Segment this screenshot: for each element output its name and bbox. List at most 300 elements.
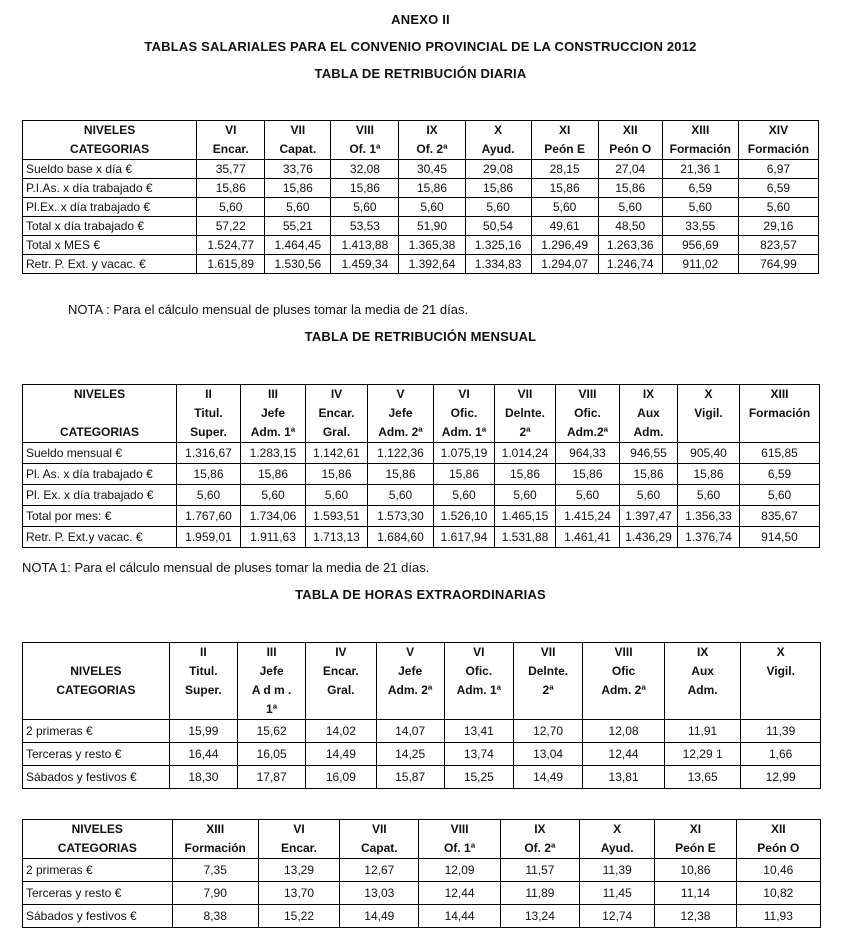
table-cell: 5,60 bbox=[368, 485, 434, 506]
table-cell: 1.075,19 bbox=[434, 443, 495, 464]
table-cell: 13,03 bbox=[340, 882, 419, 905]
table-cell: 14,07 bbox=[376, 720, 444, 743]
column-header-line: Peón E bbox=[675, 841, 716, 855]
corner-header bbox=[23, 820, 173, 859]
table-cell: 1.524,77 bbox=[197, 236, 265, 255]
table-cell: 13,24 bbox=[500, 905, 579, 928]
column-header-line: Adm. 2ª bbox=[387, 683, 433, 697]
table-cell: 1.459,34 bbox=[331, 255, 399, 274]
column-header bbox=[306, 643, 376, 720]
column-header-line bbox=[517, 700, 579, 719]
table-cell: 12,44 bbox=[419, 882, 500, 905]
column-header bbox=[738, 121, 818, 160]
corner-header bbox=[23, 385, 177, 443]
column-header-line: VII bbox=[290, 123, 306, 137]
table-cell: 5,60 bbox=[678, 485, 740, 506]
table-cell: 5,60 bbox=[556, 485, 620, 506]
table-cell: 1.436,29 bbox=[620, 527, 678, 548]
column-header-line: XIV bbox=[768, 123, 789, 137]
column-header bbox=[500, 820, 579, 859]
column-header-line: Of. 2ª bbox=[524, 841, 556, 855]
table-cell: 5,60 bbox=[465, 198, 531, 217]
table-cell: 28,15 bbox=[531, 160, 598, 179]
column-header bbox=[241, 385, 306, 443]
column-header-line: X bbox=[704, 387, 713, 401]
column-header-line: Adm.2ª bbox=[566, 425, 609, 439]
column-header-line: VIII bbox=[614, 645, 633, 659]
table-cell: 1.294,07 bbox=[531, 255, 598, 274]
column-header bbox=[531, 121, 598, 160]
table-cell: 15,86 bbox=[177, 464, 241, 485]
table-cell: 29,08 bbox=[465, 160, 531, 179]
column-header bbox=[376, 643, 444, 720]
column-header-line: V bbox=[406, 645, 415, 659]
table-cell: 13,04 bbox=[513, 743, 582, 766]
column-header-line: VI bbox=[293, 822, 305, 836]
table-cell: 11,14 bbox=[655, 882, 736, 905]
table-cell: 5,60 bbox=[531, 198, 598, 217]
column-header-line: Ofic bbox=[611, 664, 636, 678]
row-label: Total por mes: € bbox=[23, 506, 177, 527]
table-cell: 5,60 bbox=[662, 198, 738, 217]
table-cell: 15,86 bbox=[434, 464, 495, 485]
column-header bbox=[399, 121, 465, 160]
column-header bbox=[736, 820, 820, 859]
annex-title: ANEXO II bbox=[391, 12, 450, 27]
table-cell: 15,22 bbox=[258, 905, 339, 928]
column-header-line: IX bbox=[642, 387, 655, 401]
table-cell: 15,86 bbox=[197, 179, 265, 198]
header-row bbox=[23, 643, 821, 720]
column-header bbox=[598, 121, 662, 160]
column-header-line: Jefe bbox=[398, 664, 423, 678]
table-cell: 1.316,67 bbox=[177, 443, 241, 464]
column-header-line bbox=[309, 700, 372, 719]
column-header-line: Peón O bbox=[609, 142, 652, 156]
column-header-line: Gral. bbox=[327, 683, 355, 697]
table-cell: 7,35 bbox=[172, 859, 258, 882]
column-header bbox=[169, 643, 237, 720]
table-cell: 5,60 bbox=[241, 485, 306, 506]
column-header-line: Adm. bbox=[633, 425, 664, 439]
column-header-line: Adm. 1ª bbox=[250, 425, 296, 439]
column-header-line: IX bbox=[426, 123, 438, 137]
row-label: Retr. P. Ext.y vacac. € bbox=[23, 527, 177, 548]
table-cell: 10,46 bbox=[736, 859, 820, 882]
row-label: Pl.Ex. x día trabajado € bbox=[23, 198, 197, 217]
table-cell: 12,29 1 bbox=[664, 743, 740, 766]
column-header bbox=[172, 820, 258, 859]
column-header bbox=[741, 643, 821, 720]
table-cell: 57,22 bbox=[197, 217, 265, 236]
column-header bbox=[177, 385, 241, 443]
corner-label: CATEGORIAS bbox=[56, 683, 136, 697]
column-header-line: XIII bbox=[206, 822, 225, 836]
corner-label: CATEGORIAS bbox=[70, 142, 150, 156]
table-cell: 14,49 bbox=[513, 766, 582, 789]
table-cell: 964,33 bbox=[556, 443, 620, 464]
column-header-line: X bbox=[613, 822, 622, 836]
table-cell: 835,67 bbox=[740, 506, 820, 527]
table-cell: 11,89 bbox=[500, 882, 579, 905]
corner-label: NIVELES bbox=[73, 387, 126, 401]
table-cell: 5,60 bbox=[306, 485, 368, 506]
table-cell: 1.325,16 bbox=[465, 236, 531, 255]
column-header-line bbox=[744, 700, 817, 719]
table-cell: 16,05 bbox=[238, 743, 306, 766]
row-label: Total x MES € bbox=[23, 236, 197, 255]
table-cell: 764,99 bbox=[738, 255, 818, 274]
table-row bbox=[23, 882, 821, 905]
table-cell: 1.014,24 bbox=[495, 443, 556, 464]
table-cell: 5,60 bbox=[434, 485, 495, 506]
row-label: Sábados y festivos € bbox=[23, 766, 170, 789]
column-header bbox=[306, 385, 368, 443]
table-cell: 823,57 bbox=[738, 236, 818, 255]
row-label: 2 primeras € bbox=[23, 720, 170, 743]
row-label: Terceras y resto € bbox=[23, 743, 170, 766]
column-header-line: 2ª bbox=[542, 683, 554, 697]
table-cell: 1.767,60 bbox=[177, 506, 241, 527]
column-header-line: Peón E bbox=[544, 142, 585, 156]
corner-label: CATEGORIAS bbox=[59, 425, 140, 439]
column-header-line: Ofic. bbox=[450, 406, 478, 420]
table-row bbox=[23, 179, 819, 198]
table-cell: 32,08 bbox=[331, 160, 399, 179]
table-cell: 15,62 bbox=[238, 720, 306, 743]
column-header bbox=[265, 121, 331, 160]
table-cell: 13,74 bbox=[444, 743, 513, 766]
column-header-line: III bbox=[267, 387, 278, 401]
column-header bbox=[238, 643, 306, 720]
column-header-line: Ayud. bbox=[600, 841, 634, 855]
table-cell: 15,86 bbox=[495, 464, 556, 485]
table-row bbox=[23, 217, 819, 236]
table-cell: 50,54 bbox=[465, 217, 531, 236]
column-header-line: VII bbox=[517, 387, 533, 401]
column-header-line: VI bbox=[473, 645, 485, 659]
table-cell: 13,41 bbox=[444, 720, 513, 743]
column-header bbox=[444, 643, 513, 720]
column-header bbox=[556, 385, 620, 443]
column-header-line: Jefe bbox=[260, 406, 286, 420]
column-header-line bbox=[668, 700, 737, 719]
column-header bbox=[419, 820, 500, 859]
table-cell: 14,49 bbox=[340, 905, 419, 928]
table-cell: 1,66 bbox=[741, 743, 821, 766]
column-header bbox=[620, 385, 678, 443]
table-cell: 1.713,13 bbox=[306, 527, 368, 548]
table-cell: 18,30 bbox=[169, 766, 237, 789]
column-header-line: Delnte. bbox=[504, 406, 545, 420]
table-cell: 6,59 bbox=[738, 179, 818, 198]
table-cell: 1.376,74 bbox=[678, 527, 740, 548]
row-label: Sábados y festivos € bbox=[23, 905, 173, 928]
table-cell: 15,86 bbox=[331, 179, 399, 198]
table-cell: 1.263,36 bbox=[598, 236, 662, 255]
column-header bbox=[580, 820, 655, 859]
table-cell: 15,86 bbox=[465, 179, 531, 198]
table-cell: 1.356,33 bbox=[678, 506, 740, 527]
table-cell: 946,55 bbox=[620, 443, 678, 464]
column-header-line: Formación bbox=[748, 406, 811, 420]
table-cell: 15,87 bbox=[376, 766, 444, 789]
table-cell: 1.684,60 bbox=[368, 527, 434, 548]
corner-header bbox=[23, 121, 197, 160]
column-header-line: II bbox=[200, 645, 207, 659]
table-cell: 5,60 bbox=[177, 485, 241, 506]
table-cell: 48,50 bbox=[598, 217, 662, 236]
table-cell: 5,60 bbox=[620, 485, 678, 506]
table-cell: 5,60 bbox=[740, 485, 820, 506]
table-cell: 1.573,30 bbox=[368, 506, 434, 527]
table-row bbox=[23, 464, 820, 485]
table-cell: 15,86 bbox=[531, 179, 598, 198]
column-header bbox=[197, 121, 265, 160]
table-cell: 14,49 bbox=[306, 743, 376, 766]
corner-label: NIVELES bbox=[83, 123, 136, 137]
corner-label: NIVELES bbox=[70, 664, 122, 678]
column-header-line: Aux bbox=[637, 406, 660, 420]
table-row bbox=[23, 766, 821, 789]
table-cell: 15,99 bbox=[169, 720, 237, 743]
table-cell: 16,44 bbox=[169, 743, 237, 766]
column-header-line: Of. 1ª bbox=[444, 841, 476, 855]
table-cell: 15,86 bbox=[556, 464, 620, 485]
table-cell: 12,38 bbox=[655, 905, 736, 928]
table-cell: 11,57 bbox=[500, 859, 579, 882]
column-header-line bbox=[448, 700, 510, 719]
table-cell: 1.413,88 bbox=[331, 236, 399, 255]
column-header-line: Of. 1ª bbox=[349, 142, 381, 156]
daily-pay-table bbox=[22, 120, 819, 274]
column-header-line: Capat. bbox=[360, 841, 398, 855]
column-header-line: IX bbox=[534, 822, 546, 836]
column-header-line: II bbox=[205, 387, 212, 401]
column-header-line: XI bbox=[689, 822, 702, 836]
column-header-line: Formación bbox=[747, 142, 810, 156]
table-cell: 905,40 bbox=[678, 443, 740, 464]
column-header bbox=[583, 643, 665, 720]
table-cell: 12,70 bbox=[513, 720, 582, 743]
table-cell: 12,67 bbox=[340, 859, 419, 882]
column-header-line: XIII bbox=[691, 123, 710, 137]
document-subtitle: TABLAS SALARIALES PARA EL CONVENIO PROVINCIAL DE LA CONSTRUCCION 2012 bbox=[144, 39, 697, 54]
table-cell: 1.531,88 bbox=[495, 527, 556, 548]
table-cell: 15,86 bbox=[620, 464, 678, 485]
monthly-pay-table bbox=[22, 384, 820, 548]
table-cell: 55,21 bbox=[265, 217, 331, 236]
column-header-line: XIII bbox=[770, 387, 789, 401]
header-row bbox=[23, 121, 819, 160]
corner-header bbox=[23, 643, 170, 720]
corner-label: CATEGORIAS bbox=[57, 841, 137, 855]
row-label: P.I.As. x día trabajado € bbox=[23, 179, 197, 198]
column-header-line: Jefe bbox=[388, 406, 413, 420]
column-header-line: IV bbox=[330, 387, 343, 401]
column-header-line: Adm. bbox=[687, 683, 718, 697]
table-cell: 49,61 bbox=[531, 217, 598, 236]
table-cell: 615,85 bbox=[740, 443, 820, 464]
column-header bbox=[664, 643, 740, 720]
table-cell: 15,86 bbox=[241, 464, 306, 485]
table-row bbox=[23, 443, 820, 464]
column-header bbox=[368, 385, 434, 443]
table-row bbox=[23, 198, 819, 217]
column-header-line: A d m . bbox=[251, 683, 292, 697]
table-cell: 1.392,64 bbox=[399, 255, 465, 274]
table-row bbox=[23, 720, 821, 743]
column-header-line: Titul. bbox=[194, 406, 223, 420]
row-label: Pl. As. x día trabajado € bbox=[23, 464, 177, 485]
header-row bbox=[23, 820, 821, 859]
column-header bbox=[740, 385, 820, 443]
column-header bbox=[655, 820, 736, 859]
table-cell: 1.615,89 bbox=[197, 255, 265, 274]
column-header bbox=[434, 385, 495, 443]
table-cell: 1.246,74 bbox=[598, 255, 662, 274]
table-cell: 1.334,83 bbox=[465, 255, 531, 274]
table-cell: 1.734,06 bbox=[241, 506, 306, 527]
table-cell: 6,59 bbox=[740, 464, 820, 485]
row-label: Terceras y resto € bbox=[23, 882, 173, 905]
table-cell: 33,76 bbox=[265, 160, 331, 179]
corner-label: NIVELES bbox=[71, 822, 123, 836]
row-label: Total x día trabajado € bbox=[23, 217, 197, 236]
column-header-line: III bbox=[266, 645, 277, 659]
table-cell: 14,44 bbox=[419, 905, 500, 928]
table-cell: 12,08 bbox=[583, 720, 665, 743]
table-cell: 1.397,47 bbox=[620, 506, 678, 527]
overtime-hours-table bbox=[22, 642, 821, 789]
table-cell: 11,93 bbox=[736, 905, 820, 928]
table-cell: 30,45 bbox=[399, 160, 465, 179]
column-header bbox=[258, 820, 339, 859]
corner-label bbox=[26, 404, 173, 423]
table-cell: 53,53 bbox=[331, 217, 399, 236]
table-cell: 13,70 bbox=[258, 882, 339, 905]
column-header-line: Ofic. bbox=[574, 406, 601, 420]
column-header-line: Encar. bbox=[322, 664, 359, 678]
column-header-line: Delnte. bbox=[528, 664, 569, 678]
table-cell: 33,55 bbox=[662, 217, 738, 236]
table-cell: 914,50 bbox=[740, 527, 820, 548]
table-cell: 5,60 bbox=[738, 198, 818, 217]
table-cell: 14,02 bbox=[306, 720, 376, 743]
column-header-line: Peón O bbox=[757, 841, 800, 855]
table-cell: 13,29 bbox=[258, 859, 339, 882]
column-header-line: XII bbox=[770, 822, 786, 836]
column-header-line: Capat. bbox=[279, 142, 317, 156]
column-header-line: Vigil. bbox=[766, 664, 795, 678]
column-header bbox=[662, 121, 738, 160]
column-header-line: VII bbox=[371, 822, 387, 836]
column-header-line: Gral. bbox=[322, 425, 351, 439]
table-cell: 12,99 bbox=[741, 766, 821, 789]
table-row bbox=[23, 160, 819, 179]
table-cell: 16,09 bbox=[306, 766, 376, 789]
column-header-line: V bbox=[396, 387, 405, 401]
table-cell: 1.461,41 bbox=[556, 527, 620, 548]
table-cell: 1.415,24 bbox=[556, 506, 620, 527]
column-header-line: Adm. 2ª bbox=[378, 425, 423, 439]
table-cell: 5,60 bbox=[265, 198, 331, 217]
column-header-line: Titul. bbox=[189, 664, 218, 678]
column-header-line: Adm. 1ª bbox=[456, 683, 502, 697]
table-cell: 1.530,56 bbox=[265, 255, 331, 274]
column-header-line: Adm. 2ª bbox=[601, 683, 646, 697]
table-cell: 14,25 bbox=[376, 743, 444, 766]
header-row bbox=[23, 385, 820, 443]
table-cell: 51,90 bbox=[399, 217, 465, 236]
column-header-line: 1ª bbox=[266, 702, 278, 716]
table-cell: 1.526,10 bbox=[434, 506, 495, 527]
table-cell: 1.464,45 bbox=[265, 236, 331, 255]
column-header-line: VI bbox=[225, 123, 237, 137]
column-header-line: Super. bbox=[185, 683, 222, 697]
table-cell: 5,60 bbox=[197, 198, 265, 217]
table-row bbox=[23, 859, 821, 882]
column-header-line: Aux bbox=[691, 664, 714, 678]
column-header-line: X bbox=[494, 123, 503, 137]
table-row bbox=[23, 743, 821, 766]
table-cell: 11,39 bbox=[580, 859, 655, 882]
row-label: Sueldo base x día € bbox=[23, 160, 197, 179]
table-cell: 1.593,51 bbox=[306, 506, 368, 527]
column-header-line: Ofic. bbox=[465, 664, 493, 678]
table-cell: 15,86 bbox=[265, 179, 331, 198]
table-cell: 1.283,15 bbox=[241, 443, 306, 464]
table-cell: 29,16 bbox=[738, 217, 818, 236]
table-cell: 15,86 bbox=[678, 464, 740, 485]
column-header-line bbox=[744, 681, 817, 700]
column-header-line: X bbox=[776, 645, 785, 659]
column-header-line: Encar. bbox=[318, 406, 355, 420]
table-cell: 5,60 bbox=[495, 485, 556, 506]
table-cell: 956,69 bbox=[662, 236, 738, 255]
column-header-line bbox=[681, 423, 736, 442]
table-row bbox=[23, 506, 820, 527]
column-header-line: VIII bbox=[355, 123, 374, 137]
column-header-line: Super. bbox=[190, 425, 227, 439]
column-header-line: Jefe bbox=[259, 664, 284, 678]
table-cell: 27,04 bbox=[598, 160, 662, 179]
row-label: Sueldo mensual € bbox=[23, 443, 177, 464]
column-header bbox=[678, 385, 740, 443]
table-cell: 8,38 bbox=[172, 905, 258, 928]
table-cell: 10,86 bbox=[655, 859, 736, 882]
table-cell: 12,44 bbox=[583, 743, 665, 766]
table-row bbox=[23, 485, 820, 506]
table-cell: 1.959,01 bbox=[177, 527, 241, 548]
table-cell: 15,86 bbox=[306, 464, 368, 485]
column-header-line bbox=[380, 700, 441, 719]
table-cell: 1.365,38 bbox=[399, 236, 465, 255]
table-cell: 11,39 bbox=[741, 720, 821, 743]
row-label: 2 primeras € bbox=[23, 859, 173, 882]
table-cell: 1.142,61 bbox=[306, 443, 368, 464]
table-cell: 12,74 bbox=[580, 905, 655, 928]
table2-note: NOTA 1: Para el cálculo mensual de pluses tomar la media de 21 días. bbox=[22, 560, 430, 575]
column-header-line: Encar. bbox=[212, 142, 249, 156]
column-header-line: XII bbox=[622, 123, 638, 137]
table-cell: 17,87 bbox=[238, 766, 306, 789]
table-cell: 35,77 bbox=[197, 160, 265, 179]
table-cell: 5,60 bbox=[399, 198, 465, 217]
column-header-line: Formación bbox=[184, 841, 246, 855]
table-cell: 10,82 bbox=[736, 882, 820, 905]
column-header-line: Formación bbox=[669, 142, 731, 156]
